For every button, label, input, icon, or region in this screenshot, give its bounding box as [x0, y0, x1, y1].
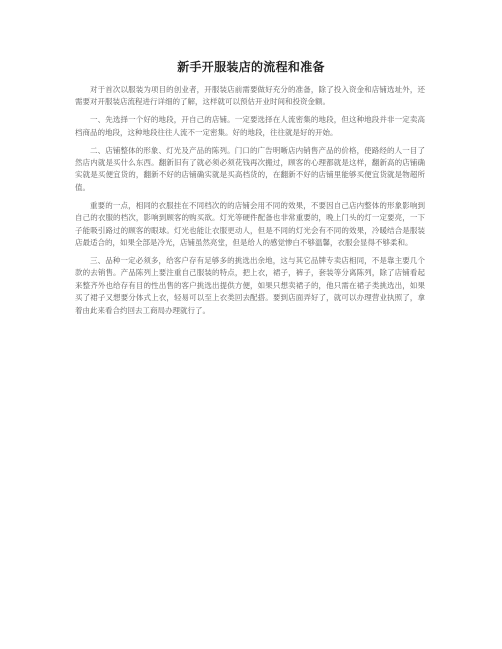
paragraph-image-lighting: 二、店铺整体的形象、灯光及产品的陈列。门口的广告明晰店内销售产品的价格，使路经的人一目了然店内就是买什么东西。翻新旧有了就必须必须花钱再次搬过，顾客的心理都就是这样，翻新高的店铺确实就是买便宜货的，翻新不好的店铺确实就是买高档货的，在翻新不好的店铺里能够买便宜货就是物超所值。 — [75, 145, 425, 192]
paragraph-location: 一、先选择一个好的地段，开自己的店铺。一定要选择在人流密集的地段，但这种地段并非一定卖高档商品的地段，这种地段往往人流不一定密集。好的地段，往往就是好的开始。 — [75, 115, 425, 137]
paragraph-important-point: 重要的一点，相同的衣服挂在不同档次的的店铺会用不同的效果，不要因自己店内整体的形象影响到自己的衣服的档次，影响到顾客的购买欲。灯光等硬件配备也非常重要的，晚上门头的灯一定要亮，一下子能吸引路过的顾客的眼球。灯光也能让衣服更动人，但是不同的灯光会有不同的效果，冷暖结合是服装店最适合的，如果全部是冷光，店铺虽然亮堂，但是给人的感觉惨白不够温馨，衣服会显得不够柔和。 — [75, 200, 425, 247]
document-body — [75, 84, 425, 322]
paragraph-intro: 对于首次以服装为项目的创业者，开服装店前需要做好充分的准备，除了投入资金和店铺选址外，还需要对开服装店流程进行详细的了解，这样就可以预估开业时间和投资金额。 — [75, 85, 425, 107]
document-title: 新手开服装店的流程和准备 — [177, 60, 325, 74]
paragraph-variety: 三、品种一定必须多，给客户存有足够多的挑选出余地，这与其它品牌专卖店相同，不是靠主要几个款的去销售。产品陈列上要注重自己服装的特点，把上衣，裙子，裤子，套装等分离陈列，除了店铺看起来整齐外也给存有目的性出售的客户挑选出提供方便，如果只想卖裙子的，他只需在裙子类挑选出，如果买了裙子又想要分体式上衣，轻易可以至上衣类回去配搭。要到店面弄好了，就可以办理营业执照了，拿着由此来看合约回去工商局办理就行了。 — [75, 255, 425, 315]
